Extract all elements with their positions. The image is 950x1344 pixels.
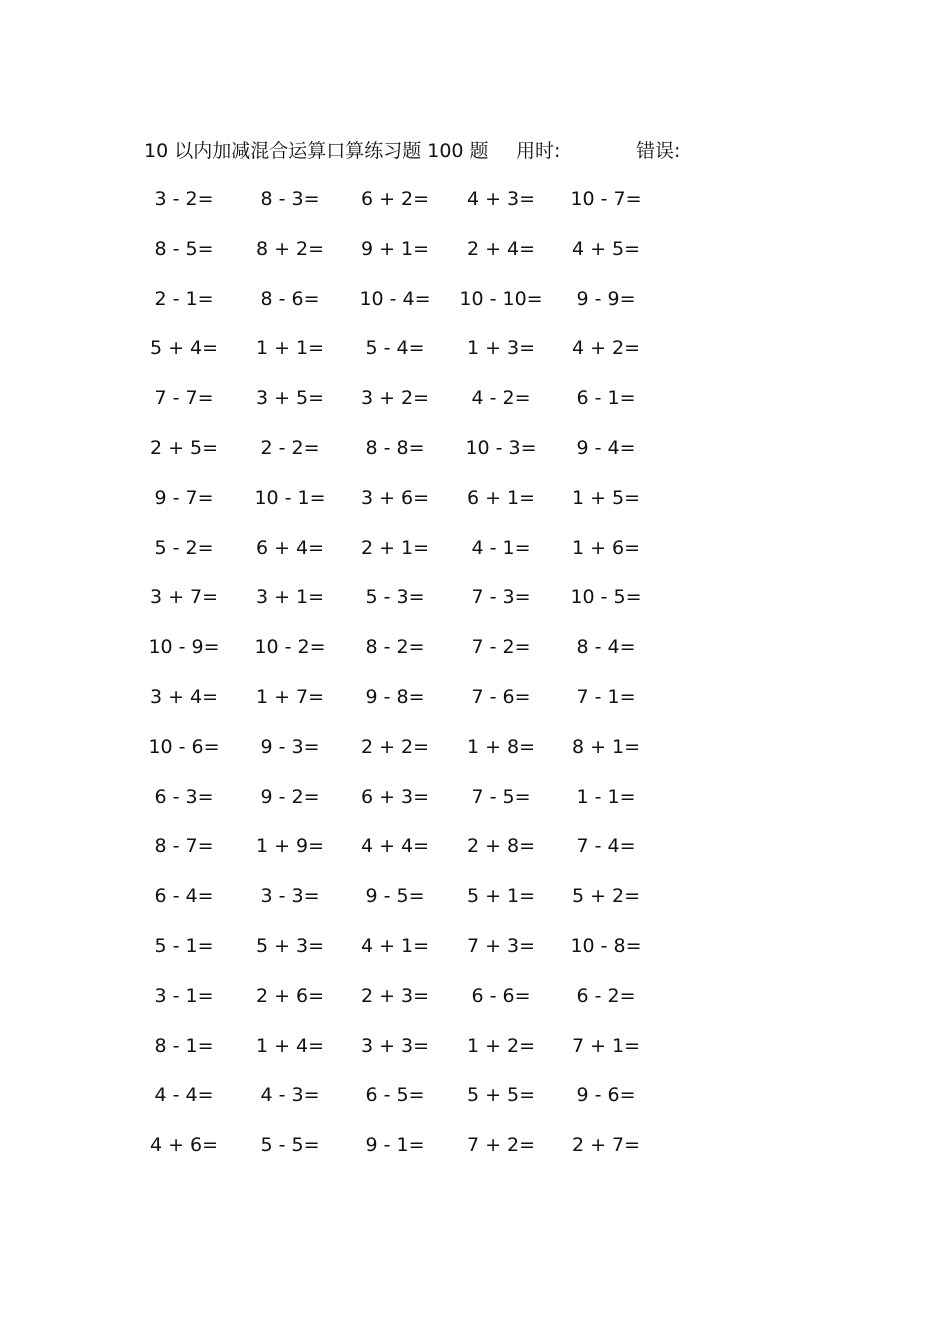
problem-item: 5 + 5= xyxy=(466,1084,536,1107)
problem-item: 5 + 4= xyxy=(149,337,219,360)
problem-item: 4 - 2= xyxy=(471,387,531,410)
problem-item: 8 - 2= xyxy=(365,636,425,659)
problem-item: 9 - 9= xyxy=(576,287,636,310)
problem-item: 10 - 2= xyxy=(254,636,326,659)
problem-row xyxy=(0,582,950,632)
problem-item: 3 + 1= xyxy=(255,586,325,609)
problem-row xyxy=(0,483,950,533)
problem-row xyxy=(0,782,950,832)
problem-item: 4 - 4= xyxy=(154,1084,214,1107)
problem-item: 7 - 4= xyxy=(576,835,636,858)
problem-item: 10 - 8= xyxy=(570,934,642,957)
problem-item: 9 - 7= xyxy=(154,486,214,509)
problem-item: 4 + 6= xyxy=(149,1134,219,1157)
problem-item: 2 + 4= xyxy=(466,237,536,260)
worksheet-header xyxy=(144,136,744,166)
problem-item: 3 + 5= xyxy=(255,387,325,410)
problem-item: 9 - 6= xyxy=(576,1084,636,1107)
problem-item: 9 - 5= xyxy=(365,885,425,908)
problem-item: 1 + 2= xyxy=(466,1034,536,1057)
problem-item: 8 - 6= xyxy=(260,287,320,310)
problem-item: 7 - 6= xyxy=(471,685,531,708)
problem-item: 9 + 1= xyxy=(360,237,430,260)
problem-row xyxy=(0,234,950,284)
problem-item: 6 + 1= xyxy=(466,486,536,509)
problem-row xyxy=(0,831,950,881)
problem-item: 8 - 7= xyxy=(154,835,214,858)
problem-item: 8 + 1= xyxy=(571,735,641,758)
problem-item: 3 - 1= xyxy=(154,984,214,1007)
problem-row xyxy=(0,284,950,334)
problem-item: 9 - 8= xyxy=(365,685,425,708)
problem-row xyxy=(0,533,950,583)
problem-item: 8 - 1= xyxy=(154,1034,214,1057)
errors-label: 错误: xyxy=(636,140,681,162)
problem-item: 10 - 1= xyxy=(254,486,326,509)
problem-item: 4 + 4= xyxy=(360,835,430,858)
problem-item: 2 + 6= xyxy=(255,984,325,1007)
problem-item: 6 - 5= xyxy=(365,1084,425,1107)
problem-item: 2 + 5= xyxy=(149,436,219,459)
problem-item: 3 + 2= xyxy=(360,387,430,410)
problem-item: 5 + 1= xyxy=(466,885,536,908)
problem-item: 8 - 8= xyxy=(365,436,425,459)
problem-item: 5 - 3= xyxy=(365,586,425,609)
problem-item: 1 + 1= xyxy=(255,337,325,360)
problem-item: 2 + 7= xyxy=(571,1134,641,1157)
problem-row xyxy=(0,1031,950,1081)
problem-item: 1 + 5= xyxy=(571,486,641,509)
problem-item: 10 - 4= xyxy=(359,287,431,310)
problem-item: 5 - 1= xyxy=(154,934,214,957)
problem-item: 6 - 4= xyxy=(154,885,214,908)
problem-row xyxy=(0,931,950,981)
problem-row xyxy=(0,1080,950,1130)
problem-grid xyxy=(0,184,950,1180)
problem-item: 4 + 2= xyxy=(571,337,641,360)
problem-item: 1 + 8= xyxy=(466,735,536,758)
problem-item: 9 - 1= xyxy=(365,1134,425,1157)
problem-item: 10 - 10= xyxy=(459,287,543,310)
problem-item: 10 - 7= xyxy=(570,188,642,210)
problem-item: 2 - 1= xyxy=(154,287,214,310)
problem-item: 6 - 3= xyxy=(154,785,214,808)
problem-item: 4 + 5= xyxy=(571,237,641,260)
worksheet-title: 10 以内加减混合运算口算练习题 100 题 xyxy=(144,140,489,162)
problem-item: 8 - 4= xyxy=(576,636,636,659)
problem-item: 1 + 7= xyxy=(255,685,325,708)
problem-row xyxy=(0,333,950,383)
problem-item: 3 + 3= xyxy=(360,1034,430,1057)
problem-item: 1 + 9= xyxy=(255,835,325,858)
problem-item: 5 - 4= xyxy=(365,337,425,360)
problem-item: 3 + 4= xyxy=(149,685,219,708)
problem-item: 7 - 2= xyxy=(471,636,531,659)
problem-row xyxy=(0,682,950,732)
problem-item: 2 + 3= xyxy=(360,984,430,1007)
problem-item: 7 + 3= xyxy=(466,934,536,957)
problem-row xyxy=(0,383,950,433)
problem-item: 4 - 1= xyxy=(471,536,531,559)
problem-item: 10 - 9= xyxy=(148,636,220,659)
problem-item: 8 - 5= xyxy=(154,237,214,260)
problem-item: 5 + 2= xyxy=(571,885,641,908)
problem-item: 7 + 2= xyxy=(466,1134,536,1157)
problem-item: 7 - 7= xyxy=(154,387,214,410)
problem-item: 7 + 1= xyxy=(571,1034,641,1057)
problem-item: 10 - 3= xyxy=(465,436,537,459)
problem-item: 5 + 3= xyxy=(255,934,325,957)
problem-item: 7 - 3= xyxy=(471,586,531,609)
problem-item: 8 - 3= xyxy=(260,188,320,210)
problem-item: 3 - 2= xyxy=(154,188,214,210)
problem-item: 2 + 2= xyxy=(360,735,430,758)
problem-row xyxy=(0,632,950,682)
problem-item: 5 - 2= xyxy=(154,536,214,559)
problem-item: 3 + 6= xyxy=(360,486,430,509)
problem-item: 1 - 1= xyxy=(576,785,636,808)
problem-item: 4 - 3= xyxy=(260,1084,320,1107)
problem-item: 9 - 2= xyxy=(260,785,320,808)
problem-item: 1 + 3= xyxy=(466,337,536,360)
problem-item: 4 + 3= xyxy=(466,188,536,210)
problem-item: 6 - 1= xyxy=(576,387,636,410)
problem-item: 2 + 1= xyxy=(360,536,430,559)
problem-item: 3 + 7= xyxy=(149,586,219,609)
problem-item: 7 - 5= xyxy=(471,785,531,808)
problem-item: 2 + 8= xyxy=(466,835,536,858)
problem-item: 6 + 3= xyxy=(360,785,430,808)
problem-item: 9 - 3= xyxy=(260,735,320,758)
problem-item: 6 - 6= xyxy=(471,984,531,1007)
problem-item: 6 + 4= xyxy=(255,536,325,559)
problem-row xyxy=(0,981,950,1031)
problem-item: 5 - 5= xyxy=(260,1134,320,1157)
problem-item: 8 + 2= xyxy=(255,237,325,260)
problem-row xyxy=(0,881,950,931)
problem-row xyxy=(0,184,950,234)
time-used-label: 用时: xyxy=(516,140,561,162)
problem-row xyxy=(0,433,950,483)
problem-item: 4 + 1= xyxy=(360,934,430,957)
problem-item: 1 + 4= xyxy=(255,1034,325,1057)
problem-item: 9 - 4= xyxy=(576,436,636,459)
problem-item: 10 - 6= xyxy=(148,735,220,758)
problem-item: 6 + 2= xyxy=(360,188,430,210)
problem-item: 3 - 3= xyxy=(260,885,320,908)
problem-item: 6 - 2= xyxy=(576,984,636,1007)
problem-item: 7 - 1= xyxy=(576,685,636,708)
problem-item: 2 - 2= xyxy=(260,436,320,459)
problem-row xyxy=(0,1130,950,1180)
problem-item: 1 + 6= xyxy=(571,536,641,559)
problem-item: 10 - 5= xyxy=(570,586,642,609)
problem-row xyxy=(0,732,950,782)
